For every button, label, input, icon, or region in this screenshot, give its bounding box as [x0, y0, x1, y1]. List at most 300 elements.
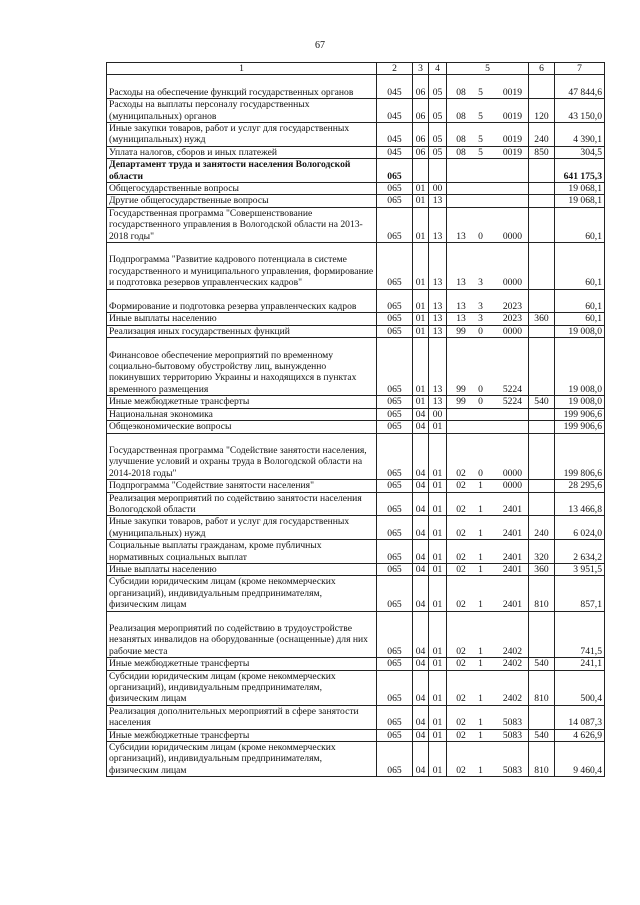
admin-code-cell: 065 — [377, 576, 413, 611]
subprogram-code: 3 — [478, 277, 483, 289]
table-row — [107, 421, 605, 433]
row-name-cell: Департамент труда и занятости населения Вологодской области — [107, 159, 377, 183]
target-article-parts — [449, 313, 526, 324]
expense-type-cell — [529, 75, 555, 99]
expense-type-cell — [529, 611, 555, 658]
admin-code-cell: 065 — [377, 421, 413, 433]
section-code-cell: 04 — [413, 408, 429, 420]
target-article-parts — [449, 468, 526, 479]
target-article-parts — [449, 326, 526, 337]
table-row — [107, 396, 605, 408]
subprogram-code: 1 — [478, 658, 483, 670]
subsection-code-cell: 13 — [429, 313, 447, 325]
program-code: 02 — [456, 480, 466, 492]
row-name-cell: Иные закупки товаров, работ и услуг для государственных (муниципальных) нужд — [107, 123, 377, 147]
program-code: 02 — [456, 645, 466, 657]
target-article-cell — [447, 313, 529, 325]
amount-cell: 47 844,6 — [555, 75, 605, 99]
target-article-parts — [449, 111, 526, 122]
row-name-cell: Реализация иных государственных функций — [107, 325, 377, 337]
table-row — [107, 313, 605, 325]
subsection-code-cell — [429, 159, 447, 183]
row-name-cell: Иные межбюджетные трансферты — [107, 729, 377, 741]
amount-cell: 19 008,0 — [555, 396, 605, 408]
expense-type-cell: 360 — [529, 563, 555, 575]
program-code: 13 — [456, 313, 466, 325]
direction-code: 0000 — [502, 467, 522, 479]
program-code: 13 — [456, 301, 466, 313]
subprogram-code: 1 — [478, 717, 483, 729]
table-row — [107, 75, 605, 99]
direction-code: 0000 — [502, 230, 522, 242]
row-name-cell: Государственная программа "Содействие занятости населения, улучшение условий и охраны труда в Вологодской области на 2014-2018 годы" — [107, 433, 377, 480]
direction-code: 0000 — [502, 277, 522, 289]
expense-type-cell — [529, 207, 555, 242]
subprogram-code: 0 — [478, 383, 483, 395]
amount-cell: 28 295,6 — [555, 480, 605, 492]
section-code-cell: 01 — [413, 289, 429, 313]
direction-code: 2402 — [502, 693, 522, 705]
program-code: 02 — [456, 599, 466, 611]
target-article-cell — [447, 433, 529, 480]
admin-code-cell: 065 — [377, 492, 413, 516]
amount-cell: 13 466,8 — [555, 492, 605, 516]
admin-code-cell: 065 — [377, 195, 413, 207]
expense-type-cell: 810 — [529, 742, 555, 777]
section-code-cell — [413, 159, 429, 183]
amount-cell: 19 008,0 — [555, 338, 605, 396]
target-article-cell — [447, 729, 529, 741]
target-article-parts — [449, 480, 526, 491]
admin-code-cell: 065 — [377, 313, 413, 325]
admin-code-cell: 065 — [377, 540, 413, 564]
subsection-code-cell: 01 — [429, 658, 447, 670]
subsection-code-cell: 05 — [429, 123, 447, 147]
admin-code-cell: 065 — [377, 243, 413, 290]
subsection-code-cell: 01 — [429, 492, 447, 516]
row-name-cell: Субсидии юридическим лицам (кроме некоммерческих организаций), индивидуальным предпринимателям, физическим лицам — [107, 576, 377, 611]
subsection-code-cell: 05 — [429, 146, 447, 158]
table-row — [107, 146, 605, 158]
admin-code-cell: 045 — [377, 99, 413, 123]
table-row — [107, 729, 605, 741]
row-name-cell: Подпрограмма "Содействие занятости населения" — [107, 480, 377, 492]
column-number-cell: 3 — [413, 63, 429, 75]
row-name-cell: Подпрограмма "Развитие кадрового потенциала в системе государственного и муниципального управления, формирование и подготовка резервов управленческих кадров" — [107, 243, 377, 290]
amount-cell: 199 806,6 — [555, 433, 605, 480]
row-name-cell: Иные закупки товаров, работ и услуг для государственных (муниципальных) нужд — [107, 516, 377, 540]
target-article-parts — [449, 134, 526, 145]
subprogram-code: 1 — [478, 693, 483, 705]
subprogram-code: 5 — [478, 134, 483, 146]
column-number-cell: 7 — [555, 63, 605, 75]
target-article-parts — [449, 87, 526, 98]
subprogram-code: 1 — [478, 645, 483, 657]
target-article-parts — [449, 301, 526, 312]
program-code: 99 — [456, 396, 466, 408]
subprogram-code: 0 — [478, 396, 483, 408]
program-code: 02 — [456, 717, 466, 729]
row-name-cell: Иные межбюджетные трансферты — [107, 396, 377, 408]
table-row — [107, 99, 605, 123]
admin-code-cell: 065 — [377, 480, 413, 492]
admin-code-cell: 065 — [377, 563, 413, 575]
subsection-code-cell: 13 — [429, 396, 447, 408]
admin-code-cell: 065 — [377, 611, 413, 658]
admin-code-cell: 045 — [377, 75, 413, 99]
expense-type-cell — [529, 325, 555, 337]
target-article-cell — [447, 742, 529, 777]
subsection-code-cell: 01 — [429, 611, 447, 658]
table-row — [107, 183, 605, 195]
subsection-code-cell: 01 — [429, 516, 447, 540]
expense-type-cell: 540 — [529, 729, 555, 741]
subsection-code-cell: 05 — [429, 99, 447, 123]
direction-code: 0019 — [502, 134, 522, 146]
target-article-cell — [447, 421, 529, 433]
subprogram-code: 5 — [478, 86, 483, 98]
subsection-code-cell: 05 — [429, 75, 447, 99]
subsection-code-cell: 01 — [429, 742, 447, 777]
expense-type-cell — [529, 195, 555, 207]
target-article-parts — [449, 384, 526, 395]
section-code-cell: 06 — [413, 99, 429, 123]
target-article-parts — [449, 147, 526, 158]
subsection-code-cell: 13 — [429, 289, 447, 313]
table-row — [107, 243, 605, 290]
section-code-cell: 04 — [413, 670, 429, 705]
program-code: 08 — [456, 134, 466, 146]
program-code: 02 — [456, 563, 466, 575]
row-name-cell: Финансовое обеспечение мероприятий по временному социально-бытовому обустройству лиц, вынужденно покинувших территорию Украины и находящихся в пунктах временного размещения — [107, 338, 377, 396]
section-code-cell: 04 — [413, 492, 429, 516]
direction-code: 0000 — [502, 480, 522, 492]
target-article-parts — [449, 658, 526, 669]
subsection-code-cell: 13 — [429, 243, 447, 290]
expense-type-cell — [529, 338, 555, 396]
admin-code-cell: 065 — [377, 396, 413, 408]
expense-type-cell — [529, 492, 555, 516]
subsection-code-cell: 01 — [429, 705, 447, 729]
expense-type-cell — [529, 289, 555, 313]
admin-code-cell: 065 — [377, 705, 413, 729]
subprogram-code: 0 — [478, 467, 483, 479]
target-article-parts — [449, 599, 526, 610]
expense-type-cell: 240 — [529, 516, 555, 540]
amount-cell: 500,4 — [555, 670, 605, 705]
target-article-cell — [447, 396, 529, 408]
expense-type-cell: 810 — [529, 670, 555, 705]
target-article-parts — [449, 717, 526, 728]
amount-cell: 9 460,4 — [555, 742, 605, 777]
amount-cell: 60,1 — [555, 207, 605, 242]
program-code: 08 — [456, 146, 466, 158]
amount-cell: 641 175,3 — [555, 159, 605, 183]
amount-cell: 2 634,2 — [555, 540, 605, 564]
admin-code-cell: 065 — [377, 289, 413, 313]
expense-type-cell: 120 — [529, 99, 555, 123]
admin-code-cell: 065 — [377, 670, 413, 705]
section-code-cell: 06 — [413, 75, 429, 99]
row-name-cell: Формирование и подготовка резерва управленческих кадров — [107, 289, 377, 313]
table-row — [107, 159, 605, 183]
row-name-cell: Иные межбюджетные трансферты — [107, 658, 377, 670]
subprogram-code: 1 — [478, 764, 483, 776]
row-name-cell: Субсидии юридическим лицам (кроме некоммерческих организаций), индивидуальным предпринимателям, физическим лицам — [107, 742, 377, 777]
row-name-cell: Иные выплаты населению — [107, 313, 377, 325]
subsection-code-cell: 01 — [429, 670, 447, 705]
target-article-parts — [449, 528, 526, 539]
expense-type-cell: 850 — [529, 146, 555, 158]
target-article-cell — [447, 159, 529, 183]
amount-cell: 43 150,0 — [555, 99, 605, 123]
table-row — [107, 480, 605, 492]
subprogram-code: 0 — [478, 230, 483, 242]
target-article-cell — [447, 492, 529, 516]
subsection-code-cell: 01 — [429, 480, 447, 492]
column-number-cell: 2 — [377, 63, 413, 75]
row-name-cell: Реализация мероприятий по содействию в трудоустройстве незанятых инвалидов на оборудованные (оснащенные) для них рабочие места — [107, 611, 377, 658]
direction-code: 5083 — [502, 717, 522, 729]
table-row — [107, 563, 605, 575]
table-row — [107, 338, 605, 396]
target-article-cell — [447, 325, 529, 337]
target-article-cell — [447, 658, 529, 670]
subprogram-code: 5 — [478, 146, 483, 158]
table-row — [107, 207, 605, 242]
amount-cell: 3 951,5 — [555, 563, 605, 575]
program-code: 02 — [456, 551, 466, 563]
table-row — [107, 742, 605, 777]
admin-code-cell: 065 — [377, 408, 413, 420]
expense-type-cell: 360 — [529, 313, 555, 325]
target-article-cell — [447, 195, 529, 207]
subsection-code-cell: 13 — [429, 338, 447, 396]
subsection-code-cell: 01 — [429, 576, 447, 611]
program-code: 99 — [456, 325, 466, 337]
expense-type-cell — [529, 183, 555, 195]
table-row — [107, 408, 605, 420]
target-article-parts — [449, 646, 526, 657]
subprogram-code: 1 — [478, 527, 483, 539]
expense-type-cell — [529, 421, 555, 433]
direction-code: 2401 — [502, 503, 522, 515]
direction-code: 0019 — [502, 110, 522, 122]
subprogram-code: 1 — [478, 503, 483, 515]
row-name-cell: Реализация мероприятий по содействию занятости населения Вологодской области — [107, 492, 377, 516]
direction-code: 2023 — [502, 313, 522, 325]
section-code-cell: 01 — [413, 183, 429, 195]
budget-table — [106, 62, 605, 777]
amount-cell: 4 390,1 — [555, 123, 605, 147]
target-article-cell — [447, 516, 529, 540]
amount-cell: 19 008,0 — [555, 325, 605, 337]
subsection-code-cell: 01 — [429, 540, 447, 564]
column-number-cell: 4 — [429, 63, 447, 75]
program-code: 13 — [456, 277, 466, 289]
section-code-cell: 01 — [413, 313, 429, 325]
amount-cell: 304,5 — [555, 146, 605, 158]
admin-code-cell: 065 — [377, 325, 413, 337]
expense-type-cell — [529, 408, 555, 420]
section-code-cell: 04 — [413, 705, 429, 729]
row-name-cell: Расходы на выплаты персоналу государственных (муниципальных) органов — [107, 99, 377, 123]
section-code-cell: 04 — [413, 516, 429, 540]
amount-cell: 6 024,0 — [555, 516, 605, 540]
subprogram-code: 1 — [478, 729, 483, 741]
program-code: 02 — [456, 658, 466, 670]
amount-cell: 4 626,9 — [555, 729, 605, 741]
program-code: 99 — [456, 383, 466, 395]
subsection-code-cell: 00 — [429, 183, 447, 195]
amount-cell: 60,1 — [555, 313, 605, 325]
admin-code-cell: 045 — [377, 123, 413, 147]
expense-type-cell: 240 — [529, 123, 555, 147]
target-article-parts — [449, 552, 526, 563]
direction-code: 2401 — [502, 563, 522, 575]
row-name-cell: Иные выплаты населению — [107, 563, 377, 575]
target-article-parts — [449, 693, 526, 704]
subprogram-code: 1 — [478, 563, 483, 575]
target-article-cell — [447, 611, 529, 658]
subprogram-code: 1 — [478, 551, 483, 563]
row-name-cell: Общегосударственные вопросы — [107, 183, 377, 195]
amount-cell: 741,5 — [555, 611, 605, 658]
section-code-cell: 01 — [413, 243, 429, 290]
target-article-cell — [447, 576, 529, 611]
expense-type-cell: 540 — [529, 396, 555, 408]
row-name-cell: Субсидии юридическим лицам (кроме некоммерческих организаций), индивидуальным предпринимателям, физическим лицам — [107, 670, 377, 705]
program-code: 13 — [456, 230, 466, 242]
amount-cell: 60,1 — [555, 243, 605, 290]
page-number: 67 — [315, 40, 325, 51]
admin-code-cell: 065 — [377, 183, 413, 195]
subsection-code-cell: 13 — [429, 325, 447, 337]
expense-type-cell — [529, 705, 555, 729]
direction-code: 0000 — [502, 325, 522, 337]
expense-type-cell — [529, 243, 555, 290]
table-row — [107, 576, 605, 611]
target-article-parts — [449, 765, 526, 776]
table-row — [107, 123, 605, 147]
row-name-cell: Уплата налогов, сборов и иных платежей — [107, 146, 377, 158]
target-article-cell — [447, 207, 529, 242]
table-row — [107, 516, 605, 540]
target-article-cell — [447, 670, 529, 705]
subsection-code-cell: 01 — [429, 563, 447, 575]
direction-code: 5083 — [502, 729, 522, 741]
row-name-cell: Социальные выплаты гражданам, кроме публичных нормативных социальных выплат — [107, 540, 377, 564]
amount-cell: 857,1 — [555, 576, 605, 611]
direction-code: 2401 — [502, 599, 522, 611]
subprogram-code: 3 — [478, 313, 483, 325]
amount-cell: 14 087,3 — [555, 705, 605, 729]
column-number-cell: 5 — [447, 63, 529, 75]
amount-cell: 60,1 — [555, 289, 605, 313]
admin-code-cell: 065 — [377, 338, 413, 396]
subsection-code-cell: 01 — [429, 729, 447, 741]
target-article-parts — [449, 396, 526, 407]
program-code: 02 — [456, 527, 466, 539]
target-article-cell — [447, 480, 529, 492]
column-number-row — [107, 63, 605, 75]
row-name-cell: Общеэкономические вопросы — [107, 421, 377, 433]
direction-code: 0019 — [502, 86, 522, 98]
expense-type-cell — [529, 480, 555, 492]
section-code-cell: 01 — [413, 207, 429, 242]
subsection-code-cell: 01 — [429, 433, 447, 480]
section-code-cell: 04 — [413, 742, 429, 777]
admin-code-cell: 045 — [377, 146, 413, 158]
target-article-cell — [447, 338, 529, 396]
direction-code: 2023 — [502, 301, 522, 313]
table-row — [107, 433, 605, 480]
section-code-cell: 01 — [413, 338, 429, 396]
section-code-cell: 04 — [413, 729, 429, 741]
amount-cell: 241,1 — [555, 658, 605, 670]
direction-code: 2401 — [502, 551, 522, 563]
section-code-cell: 01 — [413, 325, 429, 337]
target-article-cell — [447, 563, 529, 575]
expense-type-cell: 810 — [529, 576, 555, 611]
table-row — [107, 540, 605, 564]
subprogram-code: 0 — [478, 325, 483, 337]
row-name-cell: Национальная экономика — [107, 408, 377, 420]
section-code-cell: 04 — [413, 421, 429, 433]
direction-code: 5224 — [502, 383, 522, 395]
row-name-cell: Расходы на обеспечение функций государственных органов — [107, 75, 377, 99]
subprogram-code: 5 — [478, 110, 483, 122]
admin-code-cell: 065 — [377, 433, 413, 480]
program-code: 08 — [456, 86, 466, 98]
table-row — [107, 658, 605, 670]
target-article-cell — [447, 289, 529, 313]
table-row — [107, 195, 605, 207]
table-row — [107, 670, 605, 705]
subprogram-code: 1 — [478, 599, 483, 611]
target-article-cell — [447, 146, 529, 158]
target-article-cell — [447, 408, 529, 420]
table-row — [107, 611, 605, 658]
subprogram-code: 3 — [478, 301, 483, 313]
amount-cell: 199 906,6 — [555, 421, 605, 433]
target-article-cell — [447, 540, 529, 564]
program-code: 02 — [456, 729, 466, 741]
expense-type-cell — [529, 159, 555, 183]
subsection-code-cell: 00 — [429, 408, 447, 420]
target-article-cell — [447, 99, 529, 123]
program-code: 02 — [456, 503, 466, 515]
target-article-parts — [449, 730, 526, 741]
admin-code-cell: 065 — [377, 516, 413, 540]
target-article-parts — [449, 564, 526, 575]
admin-code-cell: 065 — [377, 207, 413, 242]
target-article-cell — [447, 123, 529, 147]
section-code-cell: 04 — [413, 576, 429, 611]
target-article-cell — [447, 243, 529, 290]
section-code-cell: 04 — [413, 433, 429, 480]
subsection-code-cell: 13 — [429, 195, 447, 207]
direction-code: 5083 — [502, 764, 522, 776]
direction-code: 5224 — [502, 396, 522, 408]
expense-type-cell — [529, 433, 555, 480]
direction-code: 2402 — [502, 658, 522, 670]
section-code-cell: 04 — [413, 480, 429, 492]
section-code-cell: 01 — [413, 195, 429, 207]
program-code: 02 — [456, 693, 466, 705]
section-code-cell: 01 — [413, 396, 429, 408]
row-name-cell: Другие общегосударственные вопросы — [107, 195, 377, 207]
